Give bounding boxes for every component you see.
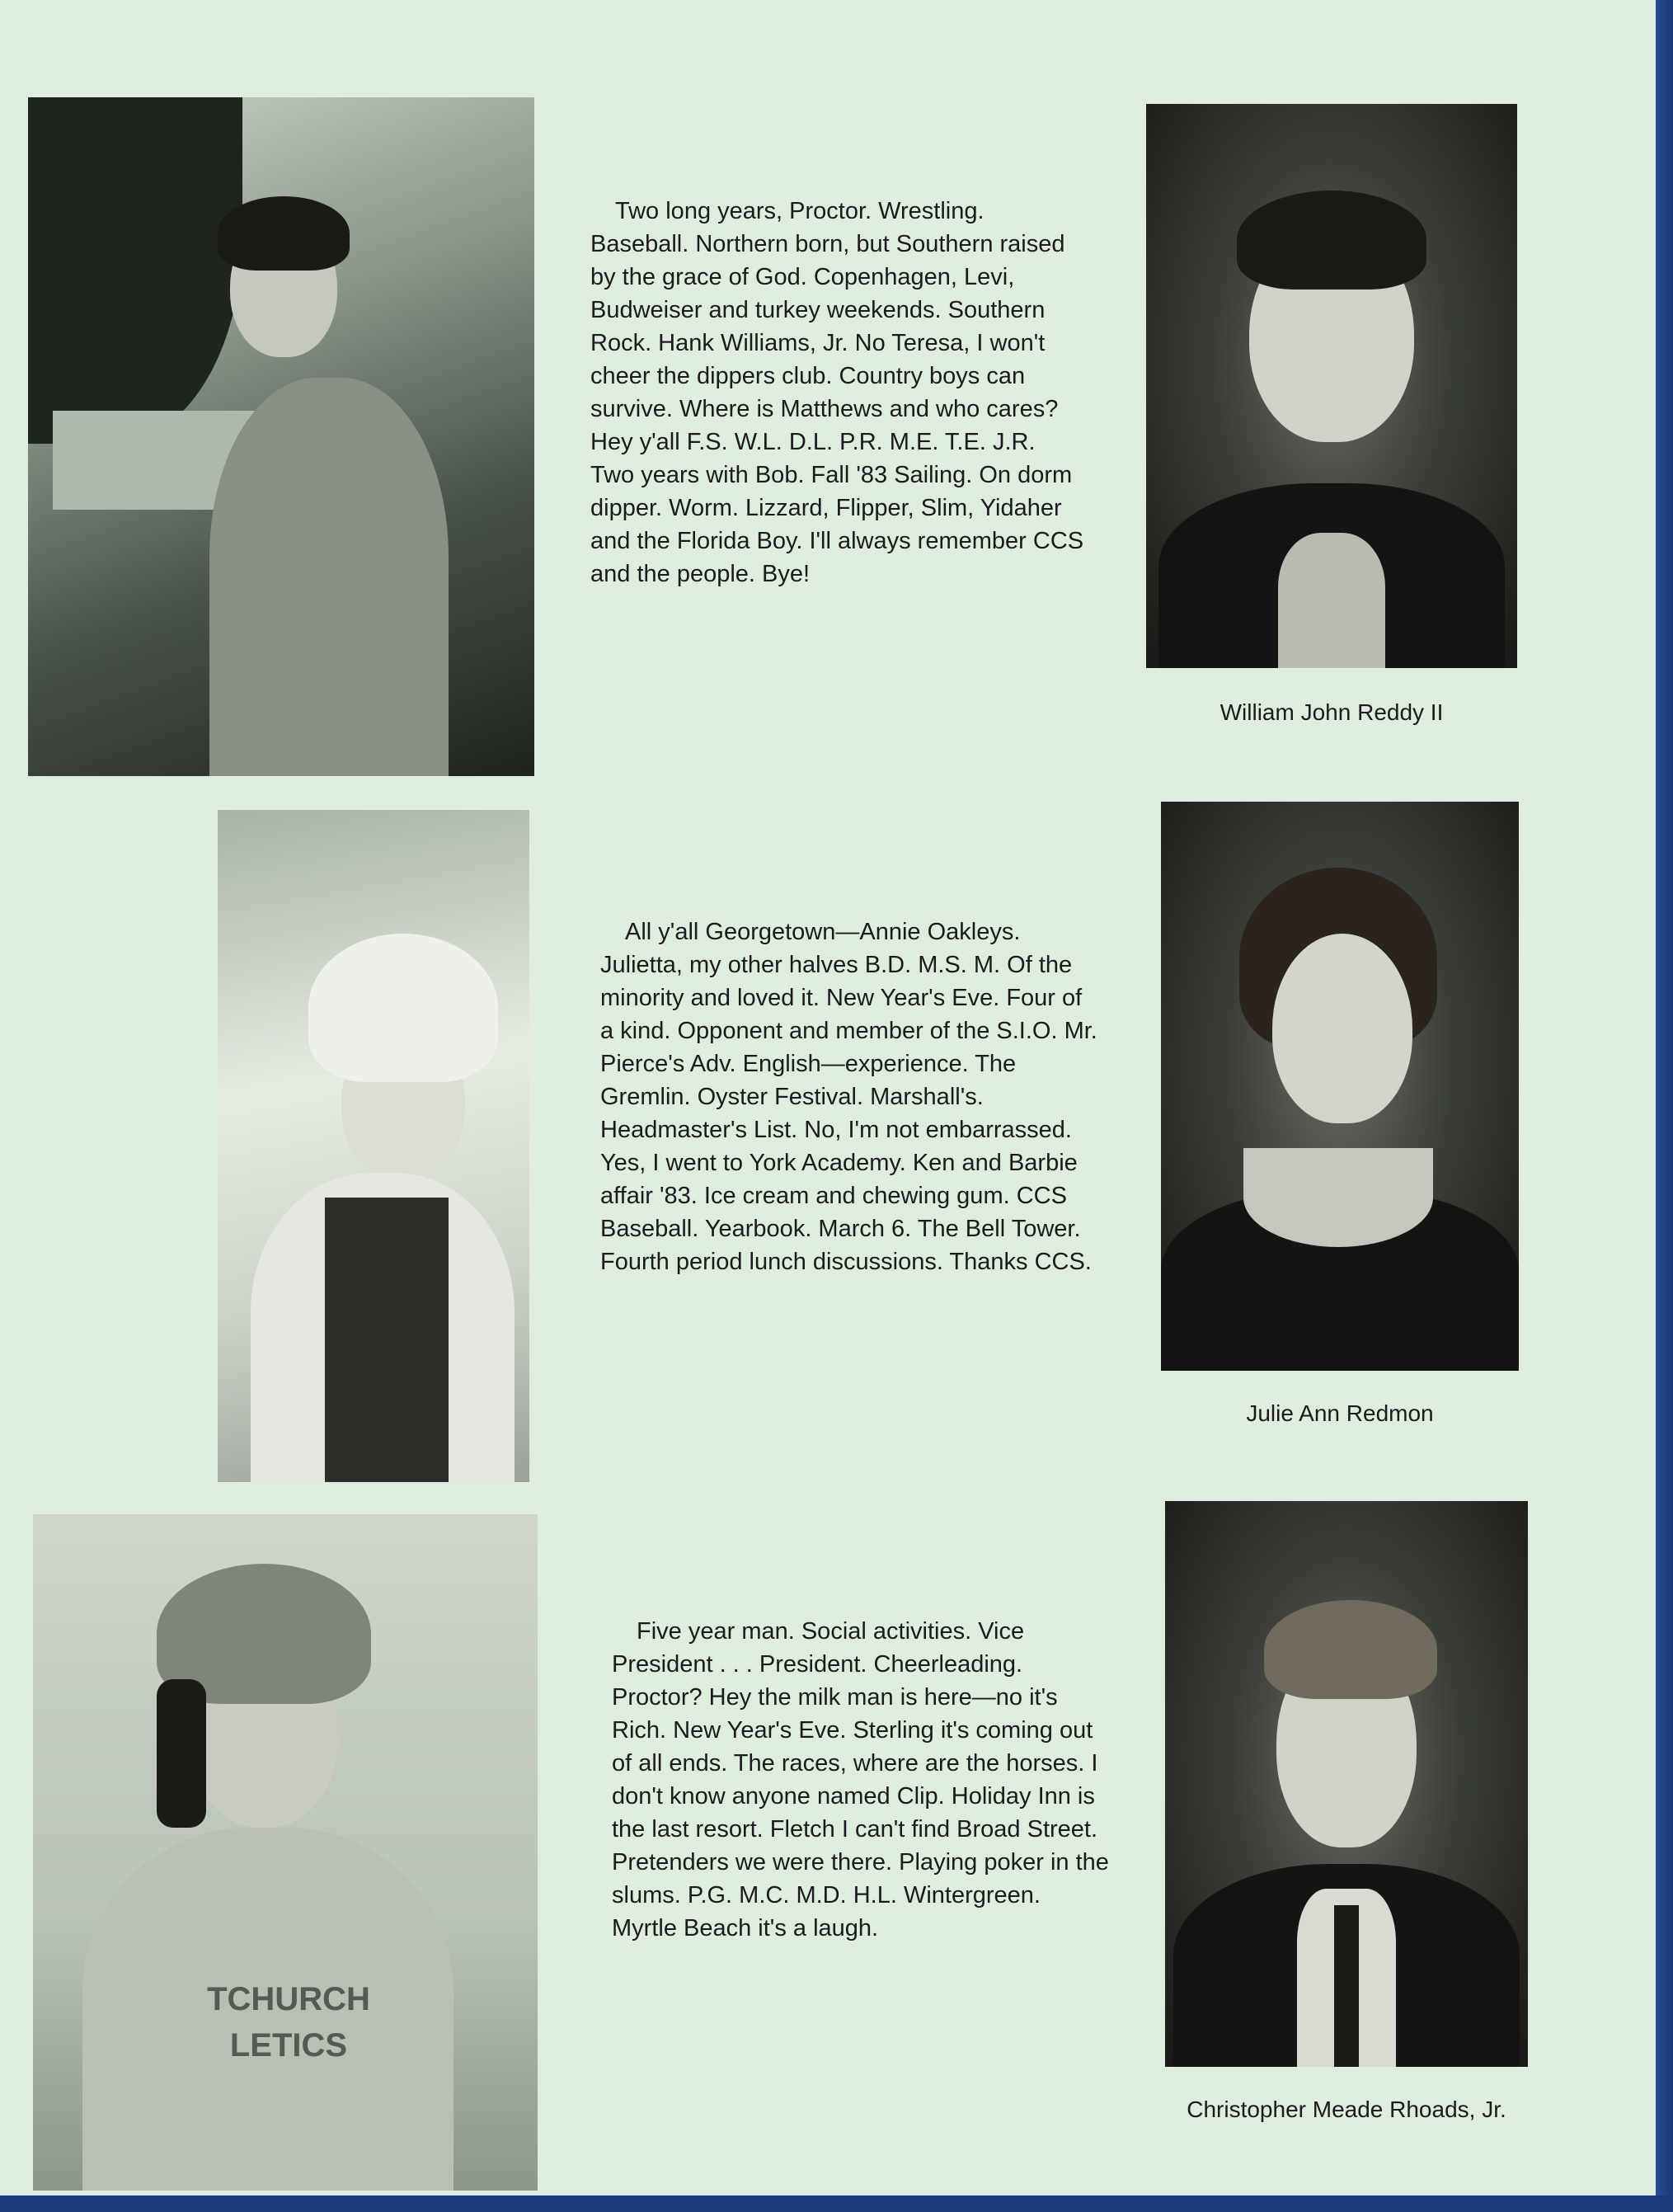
shirt-lettering: TCHURCH LETICS [207, 1981, 370, 2064]
page-bottom-edge [0, 2196, 1673, 2212]
book-spine [1656, 0, 1673, 2212]
caption-rhoads: Christopher Meade Rhoads, Jr. [1187, 2097, 1506, 2122]
caption-redmon: Julie Ann Redmon [1246, 1400, 1434, 1426]
candid-photo-rhoads [33, 1514, 538, 2191]
caption-reddy: William John Reddy II [1220, 699, 1444, 725]
candid-photo-redmon [218, 810, 529, 1482]
bio-rhoads: Five year man. Social activities. Vice President . . . President. Cheerleading. Proctor? Hey the milk man is here—no it's Rich. New Year's Eve. Sterling it's coming out of all ends. The races, where are the horses. I don't know anyone named Clip. Holiday Inn is the last resort. Fletch I can't find Broad Street. Pretenders we were there. Playing poker in the slums. P.G. M.C. M.D. H.L. Wintergreen. Myrtle Beach it's a laugh. [612, 1618, 1109, 1941]
candid-photo-reddy [28, 97, 534, 776]
portrait-redmon [1161, 802, 1519, 1371]
bio-reddy: Two long years, Proctor. Wrestling. Baseball. Northern born, but Southern raised by the grace of God. Copenhagen, Levi, Budweiser and turkey weekends. Southern Rock. Hank Williams, Jr. No Teresa, I won't cheer the dippers club. Country boys can survive. Where is Matthews and who cares? Hey y'all F.S. W.L. D.L. P.R. M.E. T.E. J.R. Two years with Bob. Fall '83 Sailing. On dorm dipper. Worm. Lizzard, Flipper, Slim, Yidaher and the Florida Boy. I'll always remember CCS and the people. Bye! [590, 198, 1084, 587]
portrait-reddy [1146, 104, 1517, 668]
bio-redmon: All y'all Georgetown—Annie Oakleys. Julietta, my other halves B.D. M.S. M. Of the minority and loved it. New Year's Eve. Four of a kind. Opponent and member of the S.I.O. Mr. Pierce's Adv. English—experience. The Gremlin. Oyster Festival. Marshall's. Headmaster's List. No, I'm not embarrassed. Yes, I went to York Academy. Ken and Barbie affair '83. Ice cream and chewing gum. CCS Baseball. Yearbook. March 6. The Bell Tower. Fourth period lunch discussions. Thanks CCS. [600, 919, 1097, 1275]
portrait-rhoads [1165, 1501, 1528, 2067]
